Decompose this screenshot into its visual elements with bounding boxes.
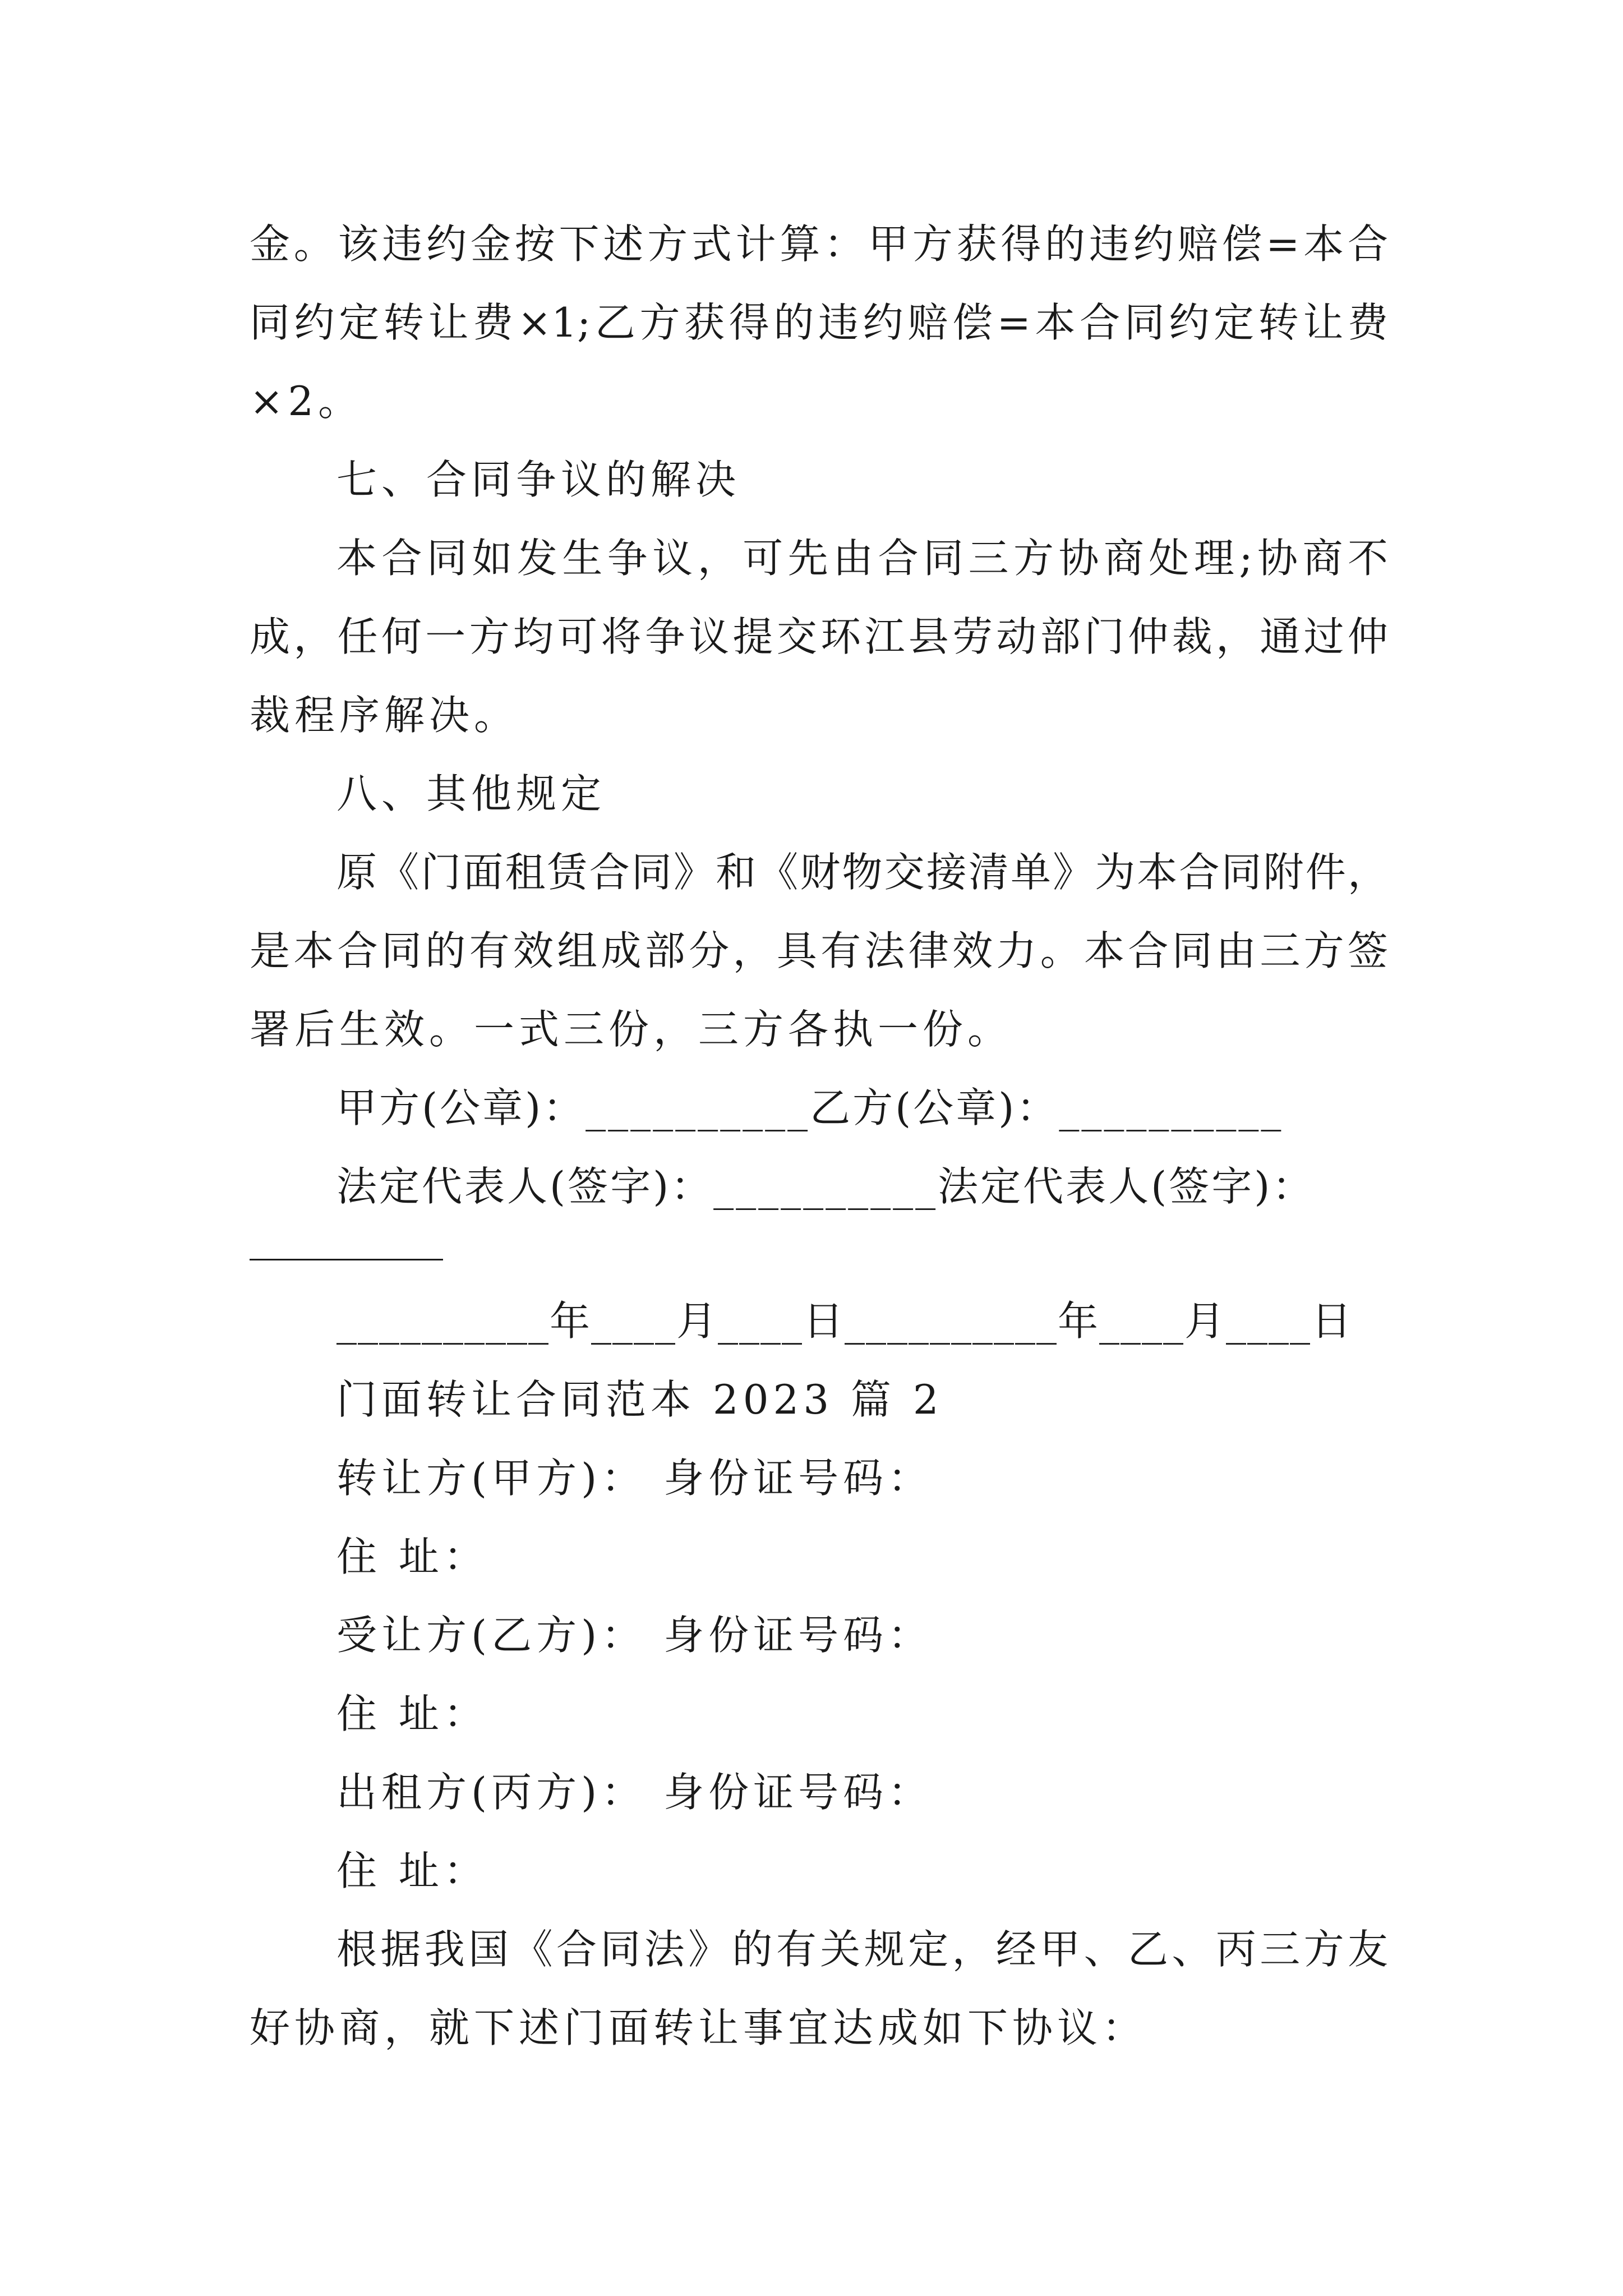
section-heading: 八、其他规定 [336,770,606,817]
paragraph-line: 根据我国《合同法》的有关规定，经甲、乙、丙三方友 [336,1926,1388,1973]
paragraph-line: 成，任何一方均可将争议提交环江县劳动部门仲裁，通过仲 [250,613,1388,660]
paragraph-line: 是本合同的有效组成部分，具有法律效力。本合同由三方签 [250,927,1388,974]
paragraph-line: 原《门面租赁合同》和《财物交接清单》为本合同附件， [336,849,1388,896]
date-line: __________年____月____日__________年____月____日 [336,1297,1353,1345]
paragraph-line: 好协商，就下述门面转让事宜达成如下协议： [250,2004,1147,2051]
paragraph-line: 同约定转让费×1;乙方获得的违约赔偿=本合同约定转让费 [250,299,1388,346]
section-heading: 七、合同争议的解决 [336,456,741,503]
address-line: 住 址： [336,1533,488,1580]
paragraph-line: 本合同如发生争议，可先由合同三方协商处理;协商不 [336,535,1388,582]
paragraph-line: 署后生效。一式三份，三方各执一份。 [250,1006,1013,1053]
paragraph-line: 金。该违约金按下述方式计算：甲方获得的违约赔偿=本合 [250,220,1388,268]
signature-blank-rule [250,1259,443,1260]
party-transferee: 受让方(乙方)： 身份证号码： [336,1612,933,1659]
paragraph-line: ×2。 [250,378,363,425]
signature-line-representative: 法定代表人(签字)：__________法定代表人(签字)： [336,1163,1315,1210]
section-title: 门面转让合同范本 2023 篇 2 [336,1376,943,1423]
party-transferor: 转让方(甲方)： 身份证号码： [336,1455,933,1502]
address-line: 住 址： [336,1847,488,1894]
signature-line-seal: 甲方(公章)：__________乙方(公章)：__________ [336,1084,1284,1131]
party-lessor: 出租方(丙方)： 身份证号码： [336,1769,933,1816]
paragraph-line: 裁程序解决。 [250,692,519,739]
address-line: 住 址： [336,1690,488,1737]
